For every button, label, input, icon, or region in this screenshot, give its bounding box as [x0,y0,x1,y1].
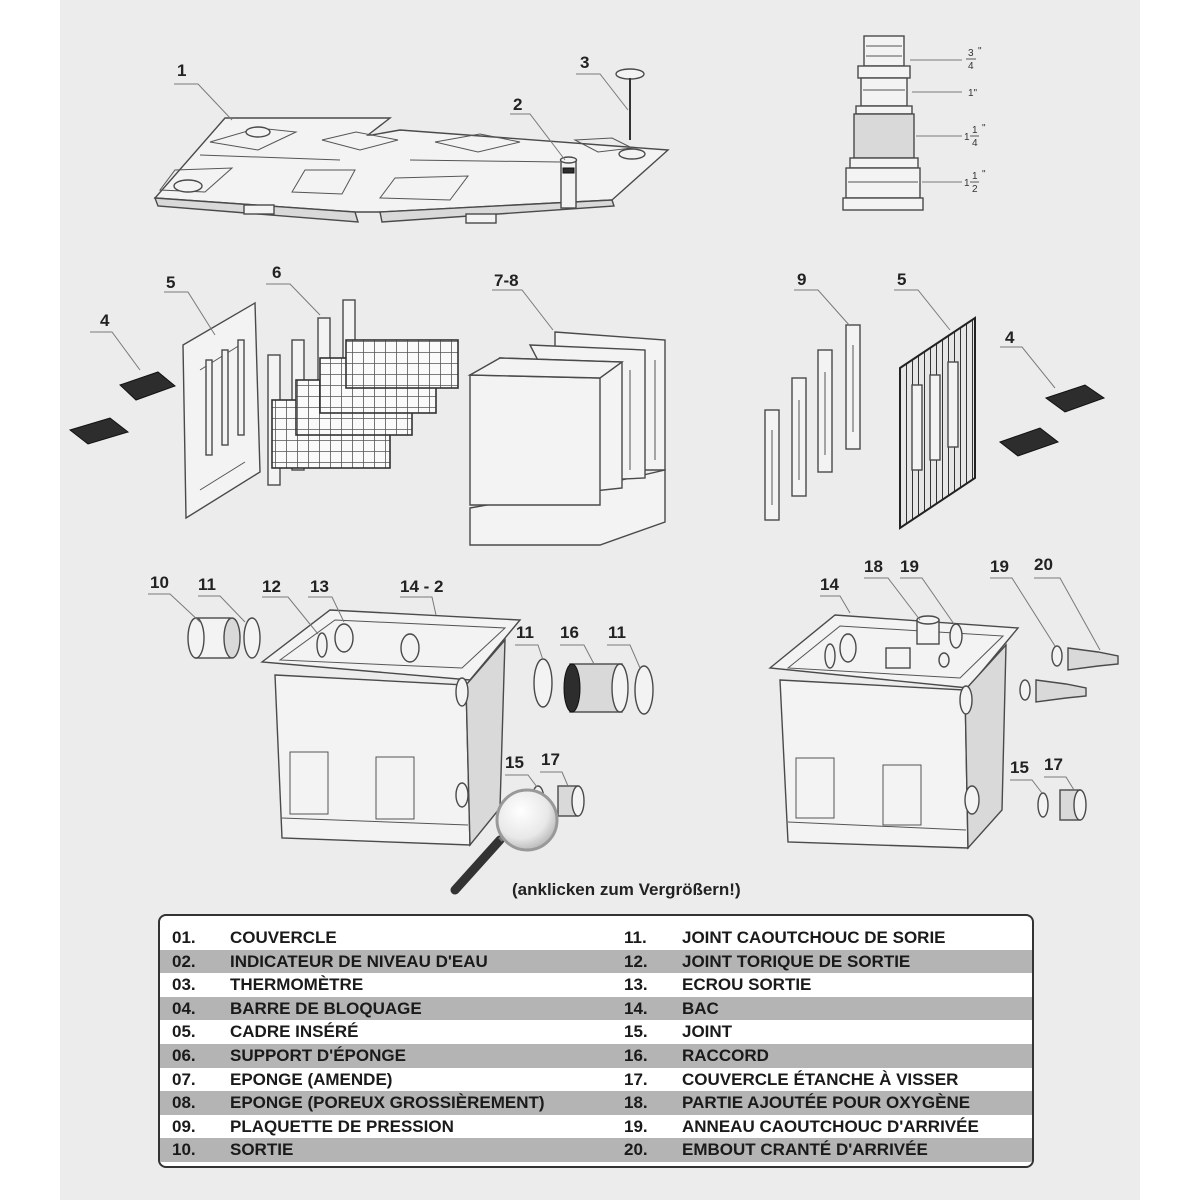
legend-part-name: BAC [682,998,719,1018]
legend-number: 15. [624,1022,648,1042]
size-1: 1" [968,88,978,99]
callout-3: 3 [580,53,590,72]
legend-row [160,1115,612,1139]
callout-14-2: 14 - 2 [400,577,444,596]
legend-row [160,1020,612,1044]
sponge-holders-part-6 [268,300,458,485]
legend-number: 18. [624,1093,648,1113]
callout-15-left: 15 [505,753,524,772]
legend-part-name: BARRE DE BLOQUAGE [230,998,422,1018]
legend-row [612,997,1032,1021]
legend-part-name: EPONGE (AMENDE) [230,1069,393,1089]
legend-row [612,1115,1032,1139]
legend-number: 09. [172,1116,196,1136]
lid-part-1 [155,118,668,223]
legend-right-column [612,926,1032,1162]
legend-row [160,997,612,1021]
callout-18: 18 [864,557,883,576]
screw-cap-left-part-17 [558,786,584,816]
legend-number: 17. [624,1069,648,1089]
legend-number: 01. [172,928,196,947]
legend-number: 02. [172,951,196,971]
size-3-4-num: 3 [968,48,974,59]
legend-row [612,950,1032,974]
legend-number: 05. [172,1022,196,1042]
legend-row [160,1068,612,1092]
callout-1: 1 [177,61,187,80]
callout-6: 6 [272,263,282,282]
legend-part-name: ANNEAU CAOUTCHOUC D'ARRIVÉE [682,1116,979,1136]
pressure-plates-part-9 [765,325,860,520]
legend-part-name: EMBOUT CRANTÉ D'ARRIVÉE [682,1140,928,1160]
legend-row [612,1091,1032,1115]
legend-number: 07. [172,1069,196,1089]
insert-frame-right-part-5 [900,318,975,528]
barbed-inlet-part-20 [1036,648,1118,702]
seal-right-part-15 [1038,793,1048,817]
size-1-1-4-whole: 1 [964,132,970,143]
callout-5-left: 5 [166,273,176,292]
legend-part-name: ECROU SORTIE [682,975,812,995]
legend-number: 19. [624,1116,648,1136]
legend-part-name: SUPPORT D'ÉPONGE [230,1045,406,1065]
legend-number: 13. [624,975,648,995]
enlarge-caption-link[interactable]: (anklicken zum Vergrößern!) [512,880,741,899]
size-1-1-2-whole: 1 [964,178,970,189]
legend-number: 10. [172,1140,196,1160]
callout-19-left: 19 [900,557,919,576]
legend-left-column [160,926,612,1162]
sponges-part-7-8 [470,332,665,545]
legend-number: 12. [624,951,648,971]
insert-frame-left-part-5 [183,303,260,518]
size-1-1-2-den: 2 [972,184,978,195]
legend-part-name: COUVERCLE ÉTANCHE À VISSER [682,1069,959,1089]
thermometer-part-3 [616,69,644,140]
legend-row [160,950,612,974]
right-tank-part-14 [770,615,1018,848]
legend-part-name: SORTIE [230,1140,294,1160]
legend-row [612,973,1032,997]
size-1-1-4-num: 1 [972,125,978,136]
legend-number: 11. [624,928,647,947]
callout-16: 16 [560,623,579,642]
callout-11-left: 11 [198,575,216,594]
callout-13: 13 [310,577,329,596]
outlet-rubber-seal-left-part-11 [244,618,260,658]
callout-9: 9 [797,270,807,289]
callout-11-mid: 11 [516,623,534,642]
legend-number: 14. [624,998,648,1018]
callout-2: 2 [513,95,523,114]
connector-part-16 [564,664,628,712]
legend-part-name: JOINT CAOUTCHOUC DE SORIE [682,928,946,947]
legend-row [160,1091,612,1115]
legend-row [160,926,612,950]
size-1-1-4-den: 4 [972,138,978,149]
stepped-hose-adapter [843,36,923,210]
callout-11-right: 11 [608,623,626,642]
callout-17-left: 17 [541,750,560,769]
legend-part-name: RACCORD [682,1045,769,1065]
legend-part-name: COUVERCLE [230,928,337,947]
legend-row [612,1020,1032,1044]
callout-7-8: 7-8 [494,271,519,290]
legend-part-name: JOINT TORIQUE DE SORTIE [682,951,911,971]
hose-size-labels [964,46,986,195]
legend-number: 03. [172,975,196,995]
legend-number: 20. [624,1140,648,1160]
callout-10: 10 [150,573,169,592]
callout-20: 20 [1034,555,1053,574]
legend-row [160,1138,612,1162]
legend-number: 08. [172,1093,196,1113]
callout-17-right: 17 [1044,755,1063,774]
callout-4-left: 4 [100,311,110,330]
legend-row [160,973,612,997]
legend-part-name: THERMOMÈTRE [230,975,364,995]
legend-part-name: INDICATEUR DE NIVEAU D'EAU [230,951,488,971]
callout-15-right: 15 [1010,758,1029,777]
legend-row [612,1138,1032,1162]
size-3-4-den: 4 [968,61,974,72]
size-1-1-2-mark: " [982,169,986,180]
oxygen-attachment-part-18 [917,616,939,644]
legend-part-name: CADRE INSÉRÉ [230,1022,359,1042]
parts-legend [158,914,1034,1168]
legend-part-name: PLAQUETTE DE PRESSION [230,1116,454,1136]
locking-bars-right-part-4 [1000,385,1104,456]
legend-part-name: EPONGE (POREUX GROSSIÈREMENT) [230,1093,545,1113]
size-3-4-mark: " [978,46,982,57]
callout-4-right: 4 [1005,328,1015,347]
callout-14: 14 [820,575,839,594]
legend-number: 16. [624,1045,648,1065]
left-tank-part-14-2 [262,610,520,845]
callout-19-right: 19 [990,557,1009,576]
locking-bars-left-part-4 [70,372,175,444]
outlet-part-10 [188,618,240,658]
legend-row [160,1044,612,1068]
water-level-indicator-part-2 [561,157,577,208]
legend-part-name: JOINT [682,1022,733,1042]
callout-5-right: 5 [897,270,907,289]
legend-number: 04. [172,998,196,1018]
legend-number: 06. [172,1045,196,1065]
legend-row [612,926,1032,950]
legend-row [612,1044,1032,1068]
legend-row [612,1068,1032,1092]
size-1-1-2-num: 1 [972,171,978,182]
callout-12: 12 [262,577,281,596]
legend-part-name: PARTIE AJOUTÉE POUR OXYGÈNE [682,1093,971,1113]
screw-cap-right-part-17 [1060,790,1086,820]
size-1-1-4-mark: " [982,123,986,134]
